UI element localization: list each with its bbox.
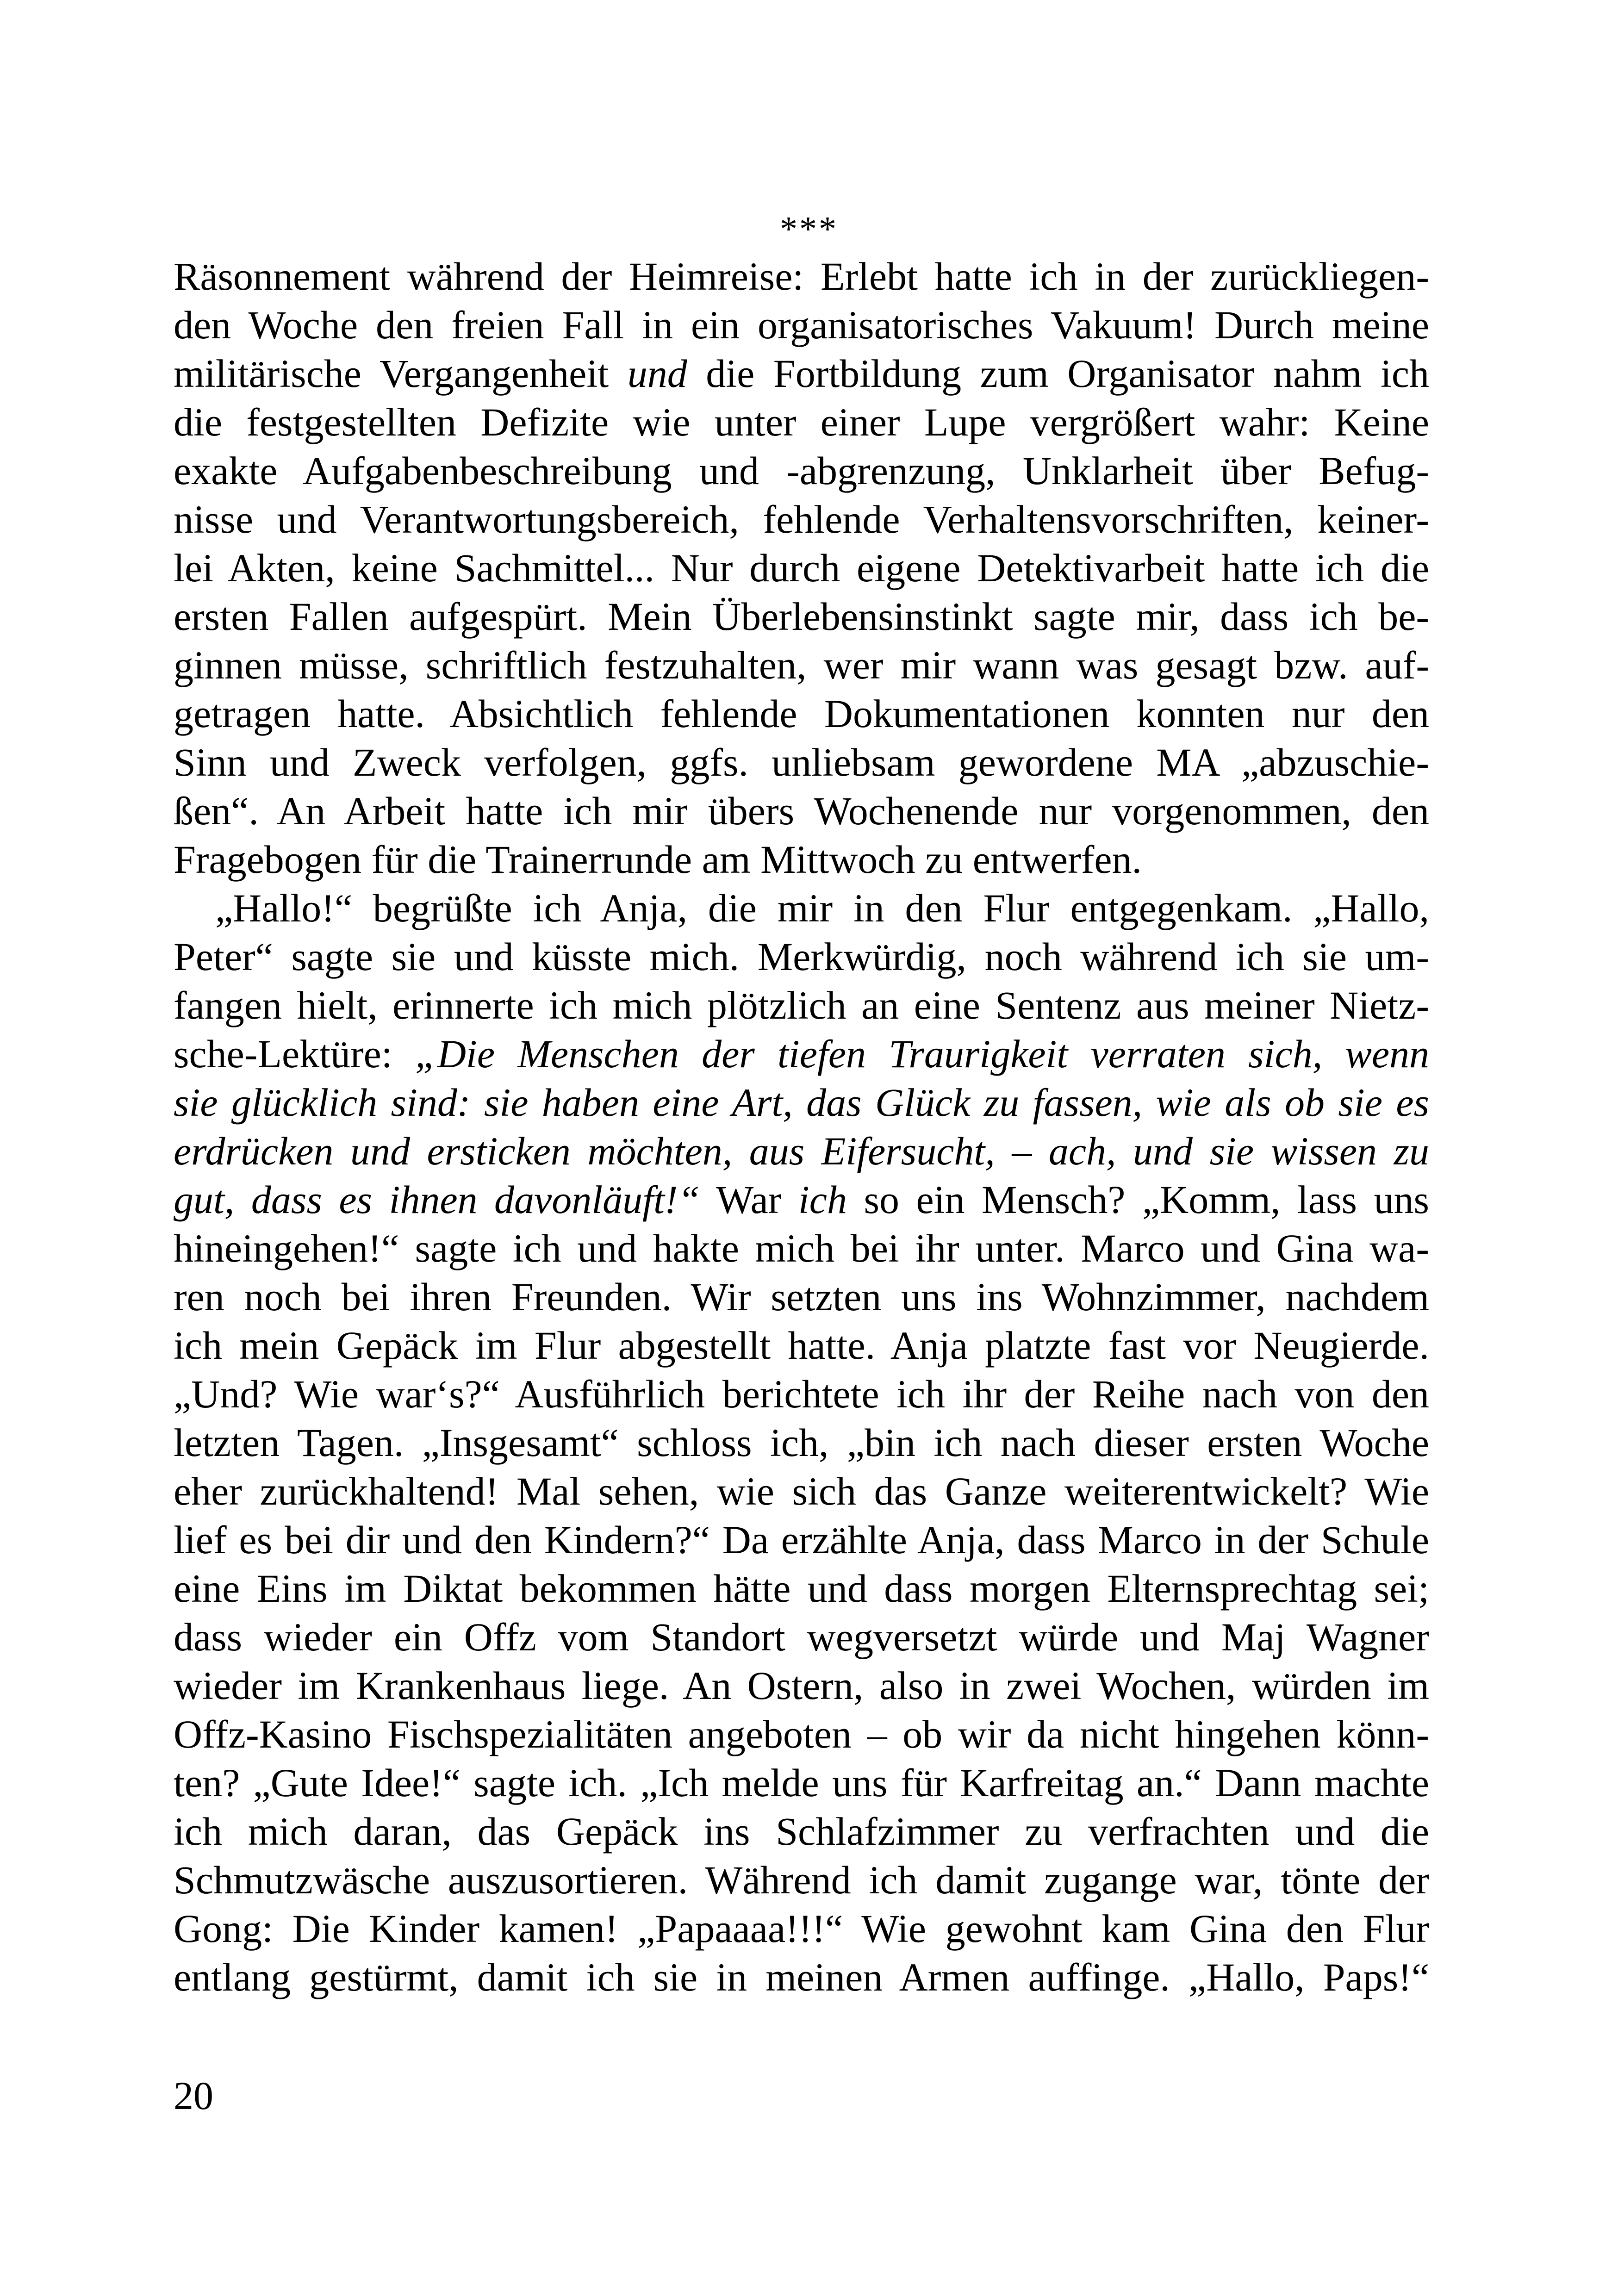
text-line [174,1953,1429,2002]
text-line [174,1370,1429,1419]
text-line [174,1176,1429,1224]
text-run: Offz-Kasino Fischspezialitäten angeboten – ob wir da nicht hingehen könn- [174,1712,1429,1756]
text-line [174,495,1429,544]
text-line [174,1030,1429,1078]
text-line [174,301,1429,349]
text-run: eine Eins im Diktat bekommen hätte und dass morgen Elternsprechtag sei; [174,1566,1429,1611]
text-line [174,981,1429,1030]
italic-text: „Die Menschen der tiefen Traurigkeit verraten sich, wenn [415,1032,1429,1076]
text-run: nisse und Verantwortungsbereich, fehlende Verhaltensvorschriften, keiner- [174,497,1429,541]
body-text [174,252,1429,2002]
text-run: Fragebogen für die Trainerrunde am Mittwoch zu entwerfen. [174,837,1142,882]
section-separator: *** [780,210,838,249]
paragraph [174,252,1429,884]
text-run: Sinn und Zweck verfolgen, ggfs. unliebsam gewordene MA „abzuschie- [174,740,1429,784]
text-line [174,1710,1429,1759]
italic-text: sie glücklich sind: sie haben eine Art, das Glück zu fassen, wie als ob sie es [174,1080,1429,1125]
text-run: wieder im Krankenhaus liege. An Ostern, also in zwei Wochen, würden im [174,1663,1429,1708]
text-line [174,787,1429,835]
text-line [174,884,1429,933]
text-line [174,1516,1429,1564]
text-line [174,641,1429,690]
text-line [174,1807,1429,1856]
text-line [174,1273,1429,1321]
text-run: eher zurückhaltend! Mal sehen, wie sich das Ganze weiterentwickelt? Wie [174,1469,1429,1513]
text-run: ginnen müsse, schriftlich festzuhalten, wer mir wann was gesagt bzw. auf- [174,643,1429,687]
text-line [174,1613,1429,1661]
text-run: lief es bei dir und den Kindern?“ Da erzählte Anja, dass Marco in der Schule [174,1518,1429,1562]
italic-text: gut, dass es ihnen davonläuft!“ [174,1177,700,1222]
text-run: Räsonnement während der Heimreise: Erlebt hatte ich in der zurückliegen- [174,254,1429,299]
text-run: entlang gestürmt, damit ich sie in meinen Armen auffinge. „Hallo, Paps!“ [174,1955,1429,1999]
text-run: exakte Aufgabenbeschreibung und -abgrenzung, Unklarheit über Befug- [174,448,1429,493]
text-run: ich mich daran, das Gepäck ins Schlafzimmer zu verfrachten und die [174,1809,1429,1854]
text-line [174,1078,1429,1127]
text-run: ten? „Gute Idee!“ sagte ich. „Ich melde uns für Karfreitag an.“ Dann machte [174,1761,1429,1805]
italic-text: und [627,351,687,396]
text-run: die Fortbildung zum Organisator nahm ich [687,351,1429,396]
text-run: Gong: Die Kinder kamen! „Papaaaa!!!“ Wie gewohnt kam Gina den Flur [174,1906,1429,1951]
text-run: sche-Lektüre: [174,1032,415,1076]
italic-text: ich [798,1177,847,1222]
text-run: dass wieder ein Offz vom Standort wegversetzt würde und Maj Wagner [174,1615,1429,1659]
text-run: ersten Fallen aufgespürt. Mein Überlebensinstinkt sagte mir, dass ich be- [174,594,1429,639]
text-run: ßen“. An Arbeit hatte ich mir übers Wochenende nur vorgenommen, den [174,789,1429,833]
text-line [174,933,1429,981]
text-line [174,1419,1429,1467]
text-line [174,349,1429,398]
text-line [174,690,1429,738]
text-line [174,592,1429,641]
text-run: die festgestellten Defizite wie unter einer Lupe vergrößert wahr: Keine [174,400,1429,444]
text-line [174,1904,1429,1953]
text-run: War [700,1177,798,1222]
text-line [174,1224,1429,1273]
text-line [174,1759,1429,1807]
text-line [174,544,1429,592]
text-line [174,398,1429,447]
text-line [174,835,1429,884]
text-run: militärische Vergangenheit [174,351,628,396]
text-run: letzten Tagen. „Insgesamt“ schloss ich, „bin ich nach dieser ersten Woche [174,1420,1429,1465]
text-line [174,1321,1429,1370]
text-line [174,252,1429,301]
text-run: „Hallo!“ begrüßte ich Anja, die mir in den Flur entgegenkam. „Hallo, [215,886,1429,930]
text-run: Schmutzwäsche auszusortieren. Während ich damit zugange war, tönte der [174,1858,1429,1902]
text-line [174,1661,1429,1710]
text-line [174,447,1429,495]
text-run: so ein Mensch? „Komm, lass uns [846,1177,1429,1222]
text-run: „Und? Wie war‘s?“ Ausführlich berichtete ich ihr der Reihe nach von den [174,1372,1429,1416]
text-run: fangen hielt, erinnerte ich mich plötzlich an eine Sentenz aus meiner Nietz- [174,983,1429,1027]
paragraph [174,884,1429,2002]
page-number: 20 [174,2073,213,2118]
text-line [174,1564,1429,1613]
text-run: hineingehen!“ sagte ich und hakte mich bei ihr unter. Marco und Gina wa- [174,1226,1429,1270]
text-run: getragen hatte. Absichtlich fehlende Dokumentationen konnten nur den [174,691,1429,736]
text-line [174,738,1429,787]
text-run: lei Akten, keine Sachmittel... Nur durch eigene Detektivarbeit hatte ich die [174,546,1429,590]
text-run: Peter“ sagte sie und küsste mich. Merkwürdig, noch während ich sie um- [174,934,1429,979]
text-run: ich mein Gepäck im Flur abgestellt hatte. Anja platzte fast vor Neugierde. [174,1323,1429,1368]
text-run: den Woche den freien Fall in ein organisatorisches Vakuum! Durch meine [174,303,1429,347]
text-line [174,1467,1429,1516]
text-line [174,1856,1429,1904]
text-line [174,1127,1429,1176]
text-run: ren noch bei ihren Freunden. Wir setzten uns ins Wohnzimmer, nachdem [174,1275,1429,1319]
italic-text: erdrücken und ersticken möchten, aus Eifersucht, – ach, und sie wissen zu [174,1129,1429,1173]
